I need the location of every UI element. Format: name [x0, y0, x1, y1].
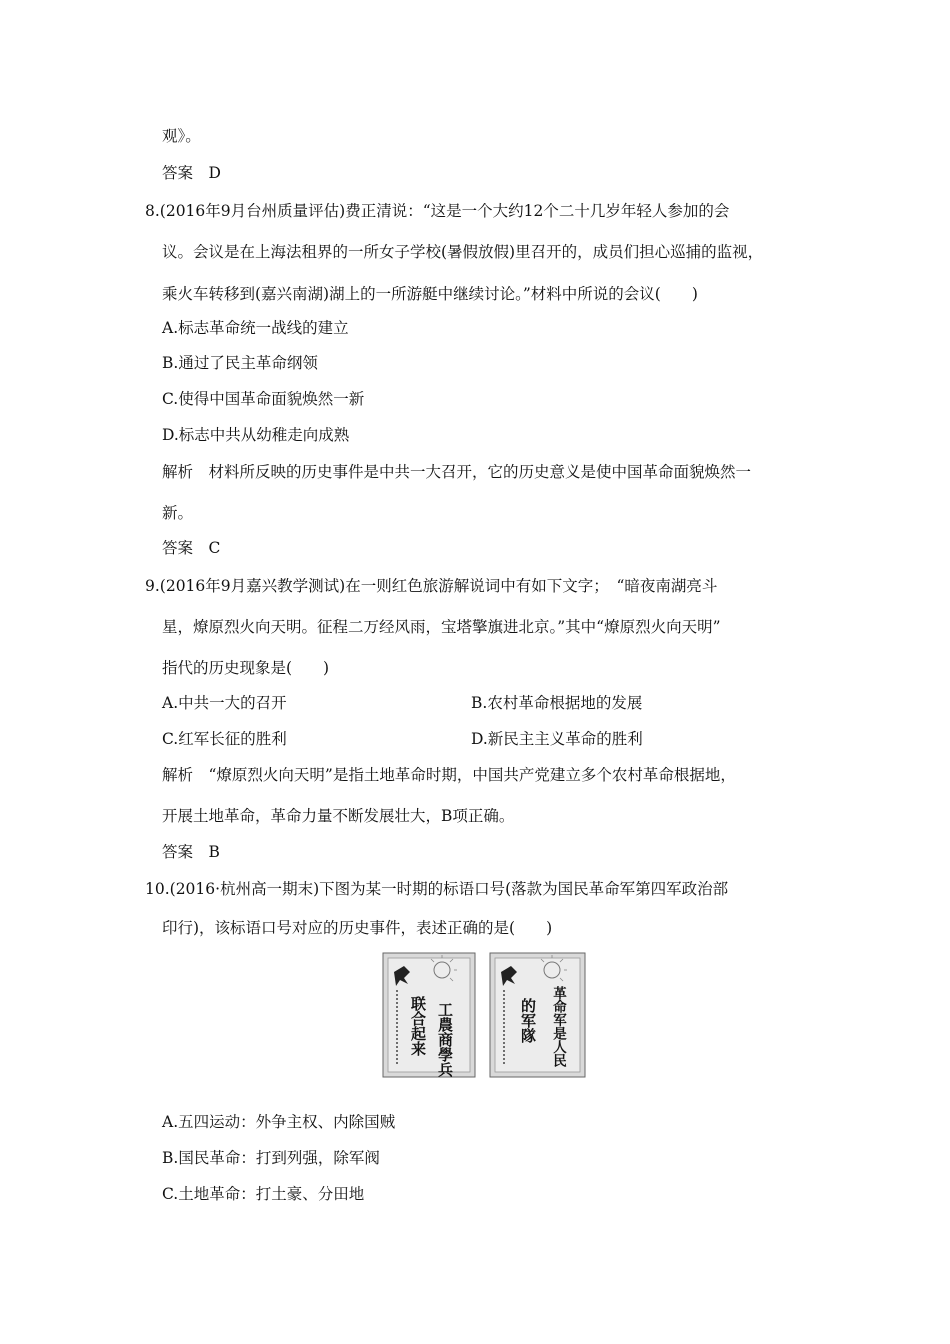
- question-8-option-c: C.使得中国革命面貌焕然一新: [162, 390, 365, 408]
- question-9-stem: 指代的历史现象是( ): [162, 659, 330, 677]
- question-9-stem: 9.(2016年9月嘉兴教学测试)在一则红色旅游解说词中有如下文字； “暗夜南湖亮斗: [145, 577, 718, 595]
- left-poster-text-2: 联合起来: [409, 996, 427, 1056]
- question-8-stem: 乘火车转移到(嘉兴南湖)湖上的一所游艇中继续讨论。”材料中所说的会议( ): [162, 285, 698, 303]
- question-9-explanation: 解析 “燎原烈火向天明”是指土地革命时期，中国共产党建立多个农村革命根据地，: [162, 766, 736, 784]
- left-poster: [383, 953, 475, 1078]
- question-8-option-a: A.标志革命统一战线的建立: [162, 319, 349, 337]
- question-9-option-c: C.红军长征的胜利: [162, 730, 287, 748]
- question-8-stem: 8.(2016年9月台州质量评估)费正清说：“这是一个大约12个二十几岁年轻人参加的会: [145, 202, 730, 220]
- text-line: 观》。: [162, 127, 201, 145]
- right-poster-text-2: 的军隊: [519, 998, 537, 1043]
- question-8-answer: 答案 C: [162, 539, 221, 557]
- question-9-explanation: 开展土地革命，革命力量不断发展壮大，B项正确。: [162, 807, 515, 825]
- question-10-stem: 10.(2016·杭州高一期末)下图为某一时期的标语口号(落款为国民革命军第四军政治部: [145, 880, 729, 898]
- question-8-explanation: 新。: [162, 504, 194, 522]
- right-poster: [490, 953, 585, 1077]
- answer-line: 答案 D: [162, 164, 221, 182]
- right-poster-text-1: 革命军是人民: [550, 986, 566, 1067]
- question-10-option-c: C.土地革命：打土豪、分田地: [162, 1185, 365, 1203]
- question-8-option-d: D.标志中共从幼稚走向成熟: [162, 426, 350, 444]
- question-9-answer: 答案 B: [162, 843, 220, 861]
- question-10-option-a: A.五四运动：外争主权、内除国贼: [162, 1113, 396, 1131]
- slogan-posters-figure: [380, 950, 587, 1080]
- question-10-option-b: B.国民革命：打到列强，除军阀: [162, 1149, 380, 1167]
- slogan-posters-image: [380, 950, 587, 1080]
- question-9-option-d: D.新民主主义革命的胜利: [471, 730, 643, 748]
- question-8-explanation: 解析 材料所反映的历史事件是中共一大召开，它的历史意义是使中国革命面貌焕然一: [162, 463, 752, 481]
- question-9-stem: 星，燎原烈火向天明。征程二万经风雨，宝塔擎旗进北京。”其中“燎原烈火向天明”: [162, 618, 721, 636]
- question-9-option-b: B.农村革命根据地的发展: [471, 694, 643, 712]
- left-poster-text-1: 工農商學兵: [436, 1002, 454, 1077]
- question-9-option-a: A.中共一大的召开: [162, 694, 287, 712]
- question-10-stem: 印行)，该标语口号对应的历史事件，表述正确的是( ): [162, 919, 553, 937]
- question-8-option-b: B.通过了民主革命纲领: [162, 354, 318, 372]
- question-8-stem: 议。会议是在上海法租界的一所女子学校(暑假放假)里召开的，成员们担心巡捕的监视，: [162, 243, 764, 261]
